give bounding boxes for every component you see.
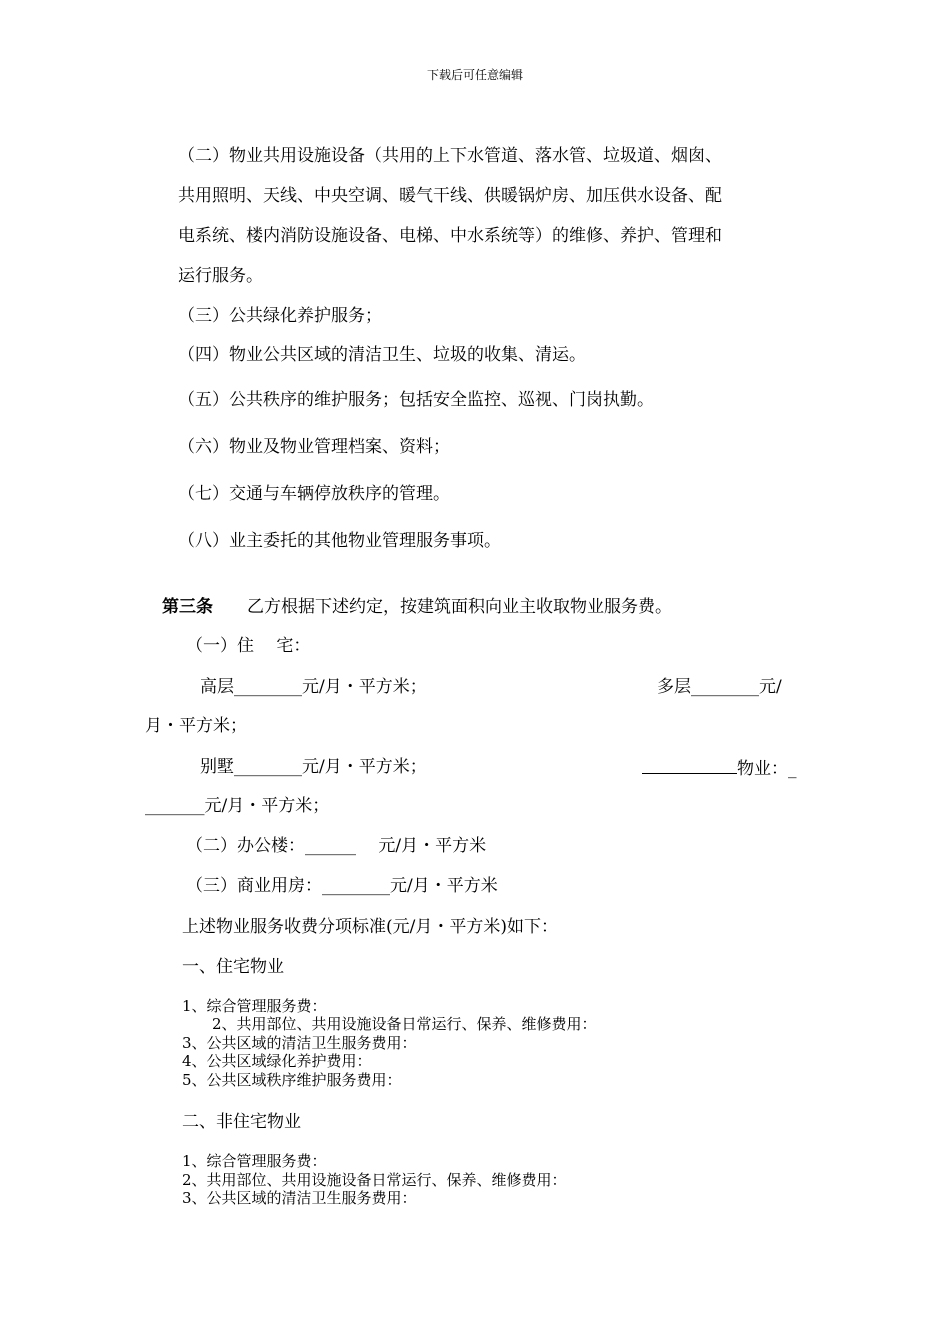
multi-storey-rate: 多层________元/ [657,677,782,697]
nonresidential-item-2: 2、共用部位、共用设施设备日常运行、保养、维修费用： [182,1171,567,1189]
article-3-label: 第三条 [162,597,213,617]
multi-storey-rate-cont: 月・平方米； [145,716,247,736]
residential-item-5: 5、公共区域秩序维护服务费用： [182,1071,402,1089]
page-header: 下载后可任意编辑 [426,68,523,82]
item-2-line-2: 共用照明、天线、中央空调、暖气干线、供暖锅炉房、加压供水设备、配 [178,186,722,206]
residential-item-3: 3、公共区域的清洁卫生服务费用： [182,1034,417,1052]
item-4: （四）物业公共区域的清洁卫生、垃圾的收集、清运。 [178,345,586,365]
blank-property-type [642,757,737,774]
item-3: （三）公共绿化养护服务； [178,306,382,326]
item-8: （八）业主委托的其他物业管理服务事项。 [178,531,501,551]
nonresidential-item-1: 1、综合管理服务费： [182,1152,327,1170]
residential-item-4: 4、公共区域绿化养护费用： [182,1052,372,1070]
residential-title: 一、住宅物业 [182,957,284,977]
office-rate: （二）办公楼：______ 元/月・平方米 [186,836,487,856]
item-2-line-4: 运行服务。 [178,266,263,286]
residential-heading: （一）住 宅： [186,636,311,656]
item-2-line-1: （二）物业共用设施设备（共用的上下水管道、落水管、垃圾道、烟囱、 [178,146,722,166]
item-5: （五）公共秩序的维护服务；包括安全监控、巡视、门岗执勤。 [178,390,654,410]
nonresidential-item-3: 3、公共区域的清洁卫生服务费用： [182,1189,417,1207]
nonresidential-title: 二、非住宅物业 [182,1112,301,1132]
item-6: （六）物业及物业管理档案、资料； [178,437,450,457]
residential-item-2: 2、共用部位、共用设施设备日常运行、保养、维修费用： [212,1015,597,1033]
other-property-rate: 物业：_ [642,757,797,779]
item-7: （七）交通与车辆停放秩序的管理。 [178,484,450,504]
high-rise-rate: 高层________元/月・平方米； [200,677,427,697]
residential-item-1: 1、综合管理服务费： [182,997,327,1015]
other-property-rate-cont: _______元/月・平方米； [145,796,330,816]
article-3-text: 乙方根据下述约定，按建筑面积向业主收取物业服务费。 [247,597,672,617]
item-2-line-3: 电系统、楼内消防设施设备、电梯、中水系统等）的维修、养护、管理和 [178,226,722,246]
commercial-rate: （三）商业用房：________元/月・平方米 [186,876,498,896]
villa-rate: 别墅________元/月・平方米； [200,757,427,777]
breakdown-intro: 上述物业服务收费分项标准(元/月・平方米)如下： [182,917,558,937]
